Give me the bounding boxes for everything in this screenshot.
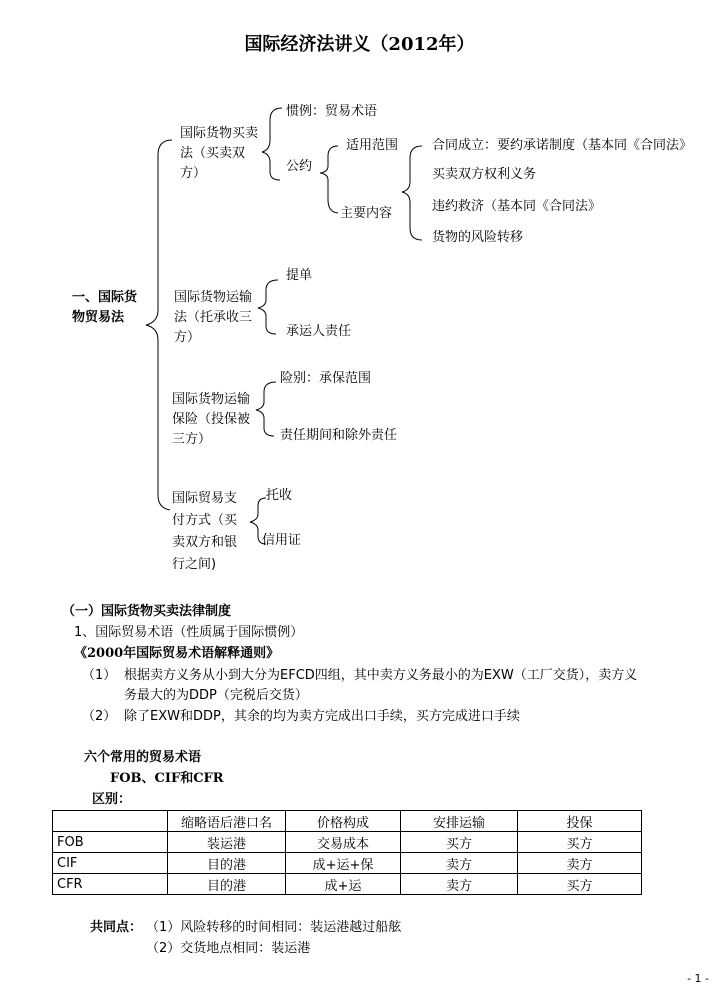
point-text: 根据卖方义务从小到大分为EFCD四组，其中卖方义务最小的为EXW（工厂交货），卖方义 xyxy=(124,668,638,683)
custom-trade-terms: 惯例：贸易术语 xyxy=(286,104,378,119)
table-cell: 交易成本 xyxy=(286,832,401,853)
table-header-cell: 安排运输 xyxy=(401,811,518,832)
table-cell: 成+运+保 xyxy=(286,853,401,874)
table-header-cell: 价格构成 xyxy=(286,811,401,832)
transport-law-label: 国际货物运输法（托承收三方） xyxy=(174,290,253,345)
table-header-row xyxy=(53,811,642,832)
six-terms-heading: 六个常用的贸易术语 xyxy=(84,750,202,765)
difference-label: 区别： xyxy=(92,792,132,807)
table-cell: 卖方 xyxy=(401,853,518,874)
scope-label: 适用范围 xyxy=(346,138,399,153)
table-cell: 买方 xyxy=(518,832,642,853)
common-point: （1）风险转移的时间相同：装运港越过船舷 xyxy=(146,920,402,935)
rules-title: 《2000年国际贸易术语解释通则》 xyxy=(74,646,280,661)
main-item: 违约救济（基本同《合同法》 xyxy=(432,199,602,214)
point-number: （2） xyxy=(82,709,117,724)
table-header-cell xyxy=(53,811,168,832)
terms-list: FOB、CIF和CFR xyxy=(110,771,224,786)
table-cell: 买方 xyxy=(401,832,518,853)
payment-method-label: 国际贸易支付方式（买卖双方和银行之间) xyxy=(172,491,238,572)
sale-brace xyxy=(262,108,282,180)
payment-item: 托收 xyxy=(266,488,293,503)
table-row xyxy=(53,874,642,895)
convention-brace xyxy=(320,146,338,213)
transport-brace xyxy=(258,280,278,334)
table-cell: FOB xyxy=(53,832,168,853)
comparison-table xyxy=(52,810,642,895)
tree-root-label: 一、国际货物贸易法 xyxy=(72,290,138,325)
table-cell: 装运港 xyxy=(168,832,286,853)
point-number: （1） xyxy=(82,668,117,683)
insurance-item: 责任期间和除外责任 xyxy=(280,428,398,443)
main-content-label: 主要内容 xyxy=(340,206,393,221)
table-cell: 卖方 xyxy=(401,874,518,895)
common-label: 共同点： xyxy=(90,920,143,935)
main-item: 合同成立：要约承诺制度（基本同《合同法》 xyxy=(432,138,693,153)
table-cell: 买方 xyxy=(518,874,642,895)
transport-item: 提单 xyxy=(286,268,313,283)
root-brace xyxy=(146,140,172,510)
insurance-brace xyxy=(256,382,276,436)
table-cell: CIF xyxy=(53,853,168,874)
common-point: （2）交货地点相同：装运港 xyxy=(146,941,311,956)
insurance-law-label: 国际货物运输保险（投保被三方） xyxy=(172,392,251,447)
point-text-cont: 务最大的为DDP（完税后交货） xyxy=(124,688,308,703)
section-heading: （一）国际货物买卖法律制度 xyxy=(62,604,232,619)
table-row xyxy=(53,853,642,874)
table-row xyxy=(53,832,642,853)
main-item: 买卖双方权利义务 xyxy=(432,167,537,182)
table-cell: 目的港 xyxy=(168,874,286,895)
table-header-cell: 投保 xyxy=(518,811,642,832)
payment-item: 信用证 xyxy=(262,533,302,548)
document-title: 国际经济法讲义（2012年） xyxy=(244,34,475,55)
table-cell: 目的港 xyxy=(168,853,286,874)
subsection-heading: 1、国际贸易术语（性质属于国际惯例） xyxy=(74,625,304,640)
table-cell: 卖方 xyxy=(518,853,642,874)
table-cell: 成+运 xyxy=(286,874,401,895)
table-header-cell: 缩略语后港口名 xyxy=(168,811,286,832)
point-text: 除了EXW和DDP，其余的均为卖方完成出口手续，买方完成进口手续 xyxy=(124,709,520,724)
insurance-item: 险别：承保范围 xyxy=(280,371,372,386)
page-number: - 1 - xyxy=(687,972,709,985)
convention-label: 公约 xyxy=(286,159,313,174)
transport-item: 承运人责任 xyxy=(286,324,352,339)
table-cell: CFR xyxy=(53,874,168,895)
sale-law-label: 国际货物买卖法（买卖双方） xyxy=(180,126,259,181)
main-brace xyxy=(402,146,422,240)
main-item: 货物的风险转移 xyxy=(432,230,524,245)
